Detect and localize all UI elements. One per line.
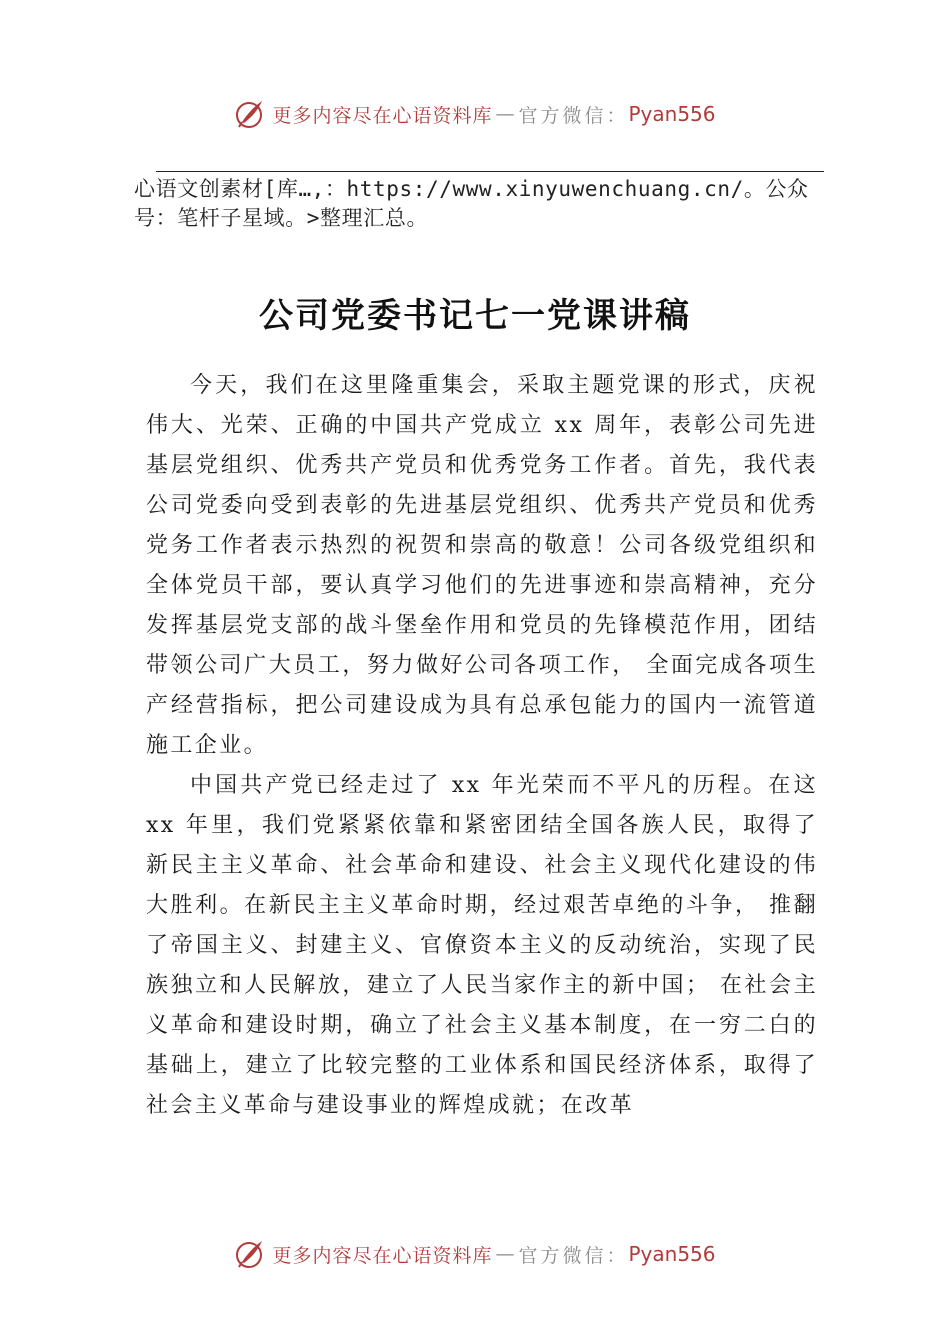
watermark-site-text: 更多内容尽在心语资料库 (272, 104, 493, 127)
watermark-footer (0, 1234, 950, 1274)
watermark-label: 官方微信： (518, 104, 629, 127)
paragraph: 中国共产党已经走过了 xx 年光荣而不平凡的历程。在这 xx 年里，我们党紧紧依靠和紧密团结全国各族人民，取得了新民主主义革命、社会革命和建设、社会主义现代化建设的伟大胜利。在新民主主义革命时期，经过艰苦卓绝的斗争， 推翻了帝国主义、封建主义、官僚资本主义的反动统治，实现了民族独立和人民解放，建立了人民当家作主的新中国； 在社会主义革命和建设时期，确立了社会主义基本制度，在一穷二白的基础上，建立了比较完整的工业体系和国民经济体系，取得了社会主义革命与建设事业的辉煌成就；在改革 (146, 773, 818, 1118)
watermark-wechat-id: Pyan556 (628, 1242, 716, 1266)
watermark-separator: — (495, 1243, 516, 1265)
paragraph: 今天，我们在这里隆重集会，采取主题党课的形式，庆祝伟大、光荣、正确的中国共产党成立 xx 周年，表彰公司先进基层党组织、优秀共产党员和优秀党务工作者。首先，我代表公司党委向受到表彰的先进基层党组织、优秀共产党员和优秀党务工作者表示热烈的祝贺和崇高的敬意！公司各级党组织和全体党员干部，要认真学习他们的先进事迹和崇高精神，充分发挥基层党支部的战斗堡垒作用和党员的先锋模范作用，团结带领公司广大员工，努力做好公司各项工作， 全面完成各项生产经营指标，把公司建设成为具有总承包能力的国内一流管道施工企业。 (146, 373, 818, 758)
source-note: 心语文创素材[库…,：https://www.xinyuwenchuang.cn/。公众号：笔杆子星域。>整理汇总。 (134, 177, 809, 230)
quill-pen-icon (234, 98, 266, 130)
document-title: 公司党委书记七一党课讲稿 (259, 296, 691, 336)
watermark-label: 官方微信： (518, 1244, 629, 1267)
watermark-wechat-id: Pyan556 (628, 102, 716, 126)
watermark-site-text: 更多内容尽在心语资料库 (272, 1244, 493, 1267)
quill-pen-icon (234, 1238, 266, 1270)
header-rule (156, 171, 824, 172)
watermark-separator: — (495, 103, 516, 125)
watermark-header (0, 94, 950, 134)
document-body (146, 366, 818, 1126)
